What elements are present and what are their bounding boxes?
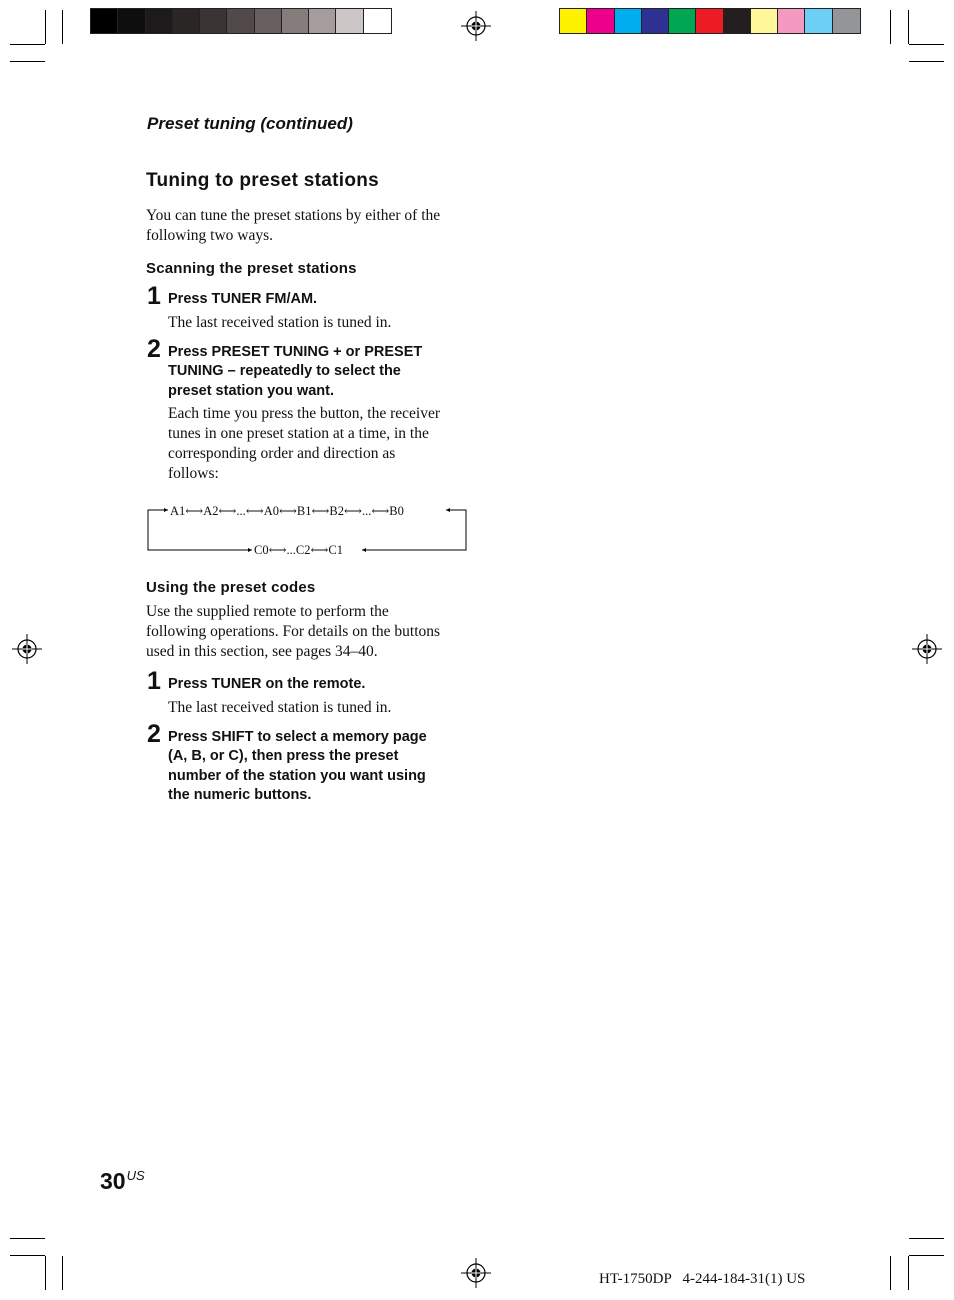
preset-label: C1 bbox=[328, 543, 343, 557]
crop-mark bbox=[45, 10, 46, 44]
crop-mark bbox=[62, 10, 63, 44]
section-heading: Tuning to preset stations bbox=[146, 170, 380, 191]
color-swatch bbox=[615, 9, 642, 33]
color-swatch bbox=[587, 9, 614, 33]
crop-mark bbox=[909, 1238, 944, 1239]
preset-label: ...C2 bbox=[286, 543, 311, 557]
double-arrow-icon: ⟷ bbox=[268, 543, 287, 557]
color-swatch bbox=[227, 9, 254, 33]
registration-mark-icon bbox=[912, 634, 942, 664]
codes-subheading: Using the preset codes bbox=[146, 579, 316, 596]
step-number: 2 bbox=[147, 720, 161, 748]
step-instruction: Press TUNER on the remote. bbox=[168, 676, 366, 692]
color-swatch bbox=[364, 9, 391, 33]
step-number: 1 bbox=[147, 282, 161, 310]
crop-mark bbox=[10, 61, 45, 62]
step-instruction: Press TUNER FM/AM. bbox=[168, 291, 318, 307]
preset-label: B2 bbox=[329, 504, 345, 518]
registration-mark-icon bbox=[461, 1258, 491, 1288]
crop-mark bbox=[909, 61, 944, 62]
crop-mark bbox=[908, 10, 909, 44]
page-suffix: US bbox=[126, 1168, 145, 1183]
color-swatch bbox=[833, 9, 860, 33]
preset-label: A0 bbox=[263, 504, 279, 518]
preset-label: ... bbox=[361, 504, 372, 518]
registration-mark-icon bbox=[461, 11, 491, 41]
preset-label: B1 bbox=[296, 504, 312, 518]
color-swatch bbox=[724, 9, 751, 33]
crop-mark bbox=[10, 1255, 45, 1256]
color-swatch bbox=[146, 9, 173, 33]
color-swatch bbox=[805, 9, 832, 33]
color-swatch bbox=[173, 9, 200, 33]
step-detail: Each time you press the button, the receiver tunes in one preset station at a time, in the corresponding order and direction as follows: bbox=[168, 405, 441, 482]
double-arrow-icon: ⟷ bbox=[310, 543, 329, 557]
double-arrow-icon: ⟷ bbox=[218, 504, 237, 518]
double-arrow-icon: ⟷ bbox=[185, 504, 204, 518]
crop-mark bbox=[10, 1238, 45, 1239]
step-number: 1 bbox=[147, 667, 161, 695]
color-swatch bbox=[751, 9, 778, 33]
double-arrow-icon: ⟷ bbox=[344, 504, 362, 518]
double-arrow-icon: ⟷ bbox=[245, 504, 264, 518]
crop-mark bbox=[45, 1256, 46, 1290]
preset-label: A2 bbox=[203, 504, 219, 518]
codes-intro-paragraph: Use the supplied remote to perform the following operations. For details on the buttons used in this section, see pages 34–40. bbox=[146, 603, 441, 660]
sequence-top-row bbox=[170, 503, 404, 519]
scanning-subheading: Scanning the preset stations bbox=[146, 260, 357, 277]
crop-mark bbox=[62, 1256, 63, 1290]
crop-mark bbox=[890, 10, 891, 44]
preset-label: C0 bbox=[254, 543, 269, 557]
color-swatch bbox=[778, 9, 805, 33]
color-swatch bbox=[696, 9, 723, 33]
footer-model-code: HT-1750DP 4-244-184-31(1) US bbox=[599, 1271, 806, 1287]
preset-label: B0 bbox=[389, 504, 404, 518]
color-swatch bbox=[560, 9, 587, 33]
step-detail: The last received station is tuned in. bbox=[168, 699, 392, 716]
crop-mark bbox=[908, 1256, 909, 1290]
intro-paragraph: You can tune the preset stations by either of the following two ways. bbox=[146, 207, 441, 244]
double-arrow-icon: ⟷ bbox=[371, 504, 390, 518]
double-arrow-icon: ⟷ bbox=[311, 504, 330, 518]
color-swatch bbox=[309, 9, 336, 33]
sequence-bottom-row bbox=[254, 542, 343, 558]
color-swatch bbox=[91, 9, 118, 33]
crop-mark bbox=[909, 1255, 944, 1256]
color-swatch bbox=[336, 9, 363, 33]
step-instruction: Press SHIFT to select a memory page (A, B, or C), then press the preset number of the station you want using the numeric buttons. bbox=[168, 729, 427, 803]
step-number: 2 bbox=[147, 335, 161, 363]
page-number: $30^{US}$ bbox=[100, 1168, 145, 1194]
preset-label: A1 bbox=[170, 504, 186, 518]
preset-sequence-diagram bbox=[146, 500, 468, 557]
crop-mark bbox=[909, 44, 944, 45]
color-swatch bbox=[669, 9, 696, 33]
step-instruction: Press PRESET TUNING + or PRESET TUNING – repeatedly to select the preset station you want. bbox=[168, 344, 423, 399]
color-swatch bbox=[282, 9, 309, 33]
color-calibration-bar bbox=[559, 8, 861, 34]
step-detail: The last received station is tuned in. bbox=[168, 314, 392, 331]
registration-mark-icon bbox=[12, 634, 42, 664]
running-header: Preset tuning (continued) bbox=[147, 114, 353, 133]
color-swatch bbox=[642, 9, 669, 33]
crop-mark bbox=[890, 1256, 891, 1290]
color-swatch bbox=[200, 9, 227, 33]
grayscale-calibration-bar bbox=[90, 8, 392, 34]
color-swatch bbox=[255, 9, 282, 33]
crop-mark bbox=[10, 44, 45, 45]
color-swatch bbox=[118, 9, 145, 33]
preset-label: ... bbox=[236, 504, 246, 518]
double-arrow-icon: ⟷ bbox=[278, 504, 297, 518]
